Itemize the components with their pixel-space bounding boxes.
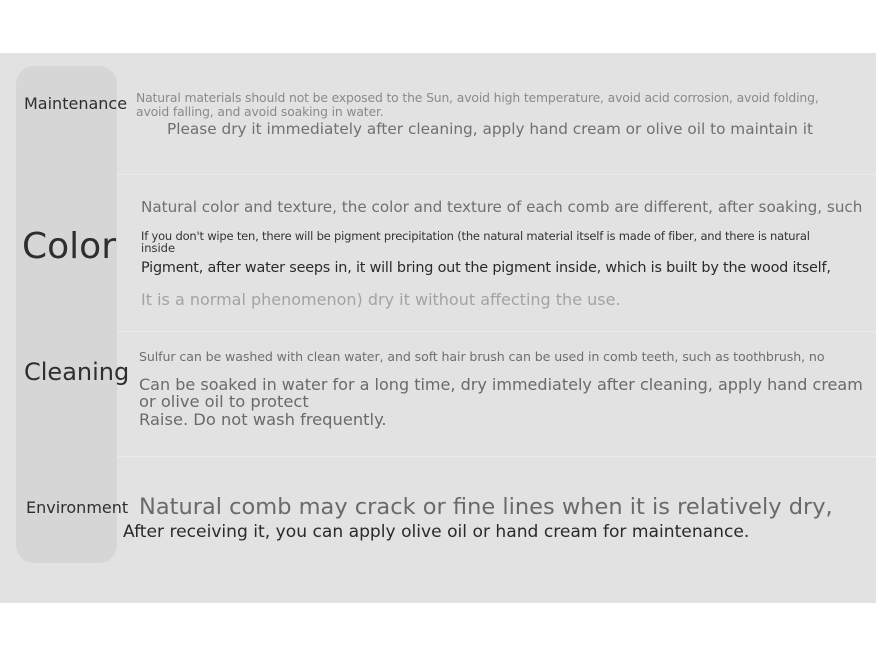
environment-label: Environment [26,498,129,517]
color-text-line1: Natural color and texture, the color and texture of each comb are different, after soaking, such [141,198,863,216]
color-text-line2a: If you don't wipe ten, there will be pigment precipitation (the natural material itself is made of fiber, and there is natural [141,229,810,243]
color-text-line4: It is a normal phenomenon) dry it without affecting the use. [141,290,621,309]
cleaning-text-line1: Sulfur can be washed with clean water, and soft hair brush can be used in comb teeth, such as toothbrush, no [139,349,825,364]
cleaning-text-line3: Raise. Do not wash frequently. [139,410,387,429]
divider [117,331,876,332]
maintenance-label: Maintenance [24,94,128,113]
divider [117,456,876,457]
environment-text-line1: Natural comb may crack or fine lines when it is relatively dry, [139,494,833,520]
color-text-line3: Pigment, after water seeps in, it will bring out the pigment inside, which is built by the wood itself, [141,260,831,276]
cleaning-text-line2b: or olive oil to protect [139,392,309,411]
maintenance-text-line3: Please dry it immediately after cleaning, apply hand cream or olive oil to maintain it [167,120,813,138]
color-text-line2b: inside [141,241,176,255]
divider [117,174,876,175]
maintenance-text-line2: avoid falling, and avoid soaking in water. [136,104,384,119]
color-label: Color [22,226,116,267]
environment-text-line2: After receiving it, you can apply olive oil or hand cream for maintenance. [123,522,750,542]
cleaning-text-line2a: Can be soaked in water for a long time, dry immediately after cleaning, apply hand cream [139,375,863,394]
maintenance-text-line1: Natural materials should not be exposed to the Sun, avoid high temperature, avoid acid corrosion, avoid folding, [136,90,819,105]
cleaning-label: Cleaning [24,358,130,386]
category-sidebar [16,66,117,563]
